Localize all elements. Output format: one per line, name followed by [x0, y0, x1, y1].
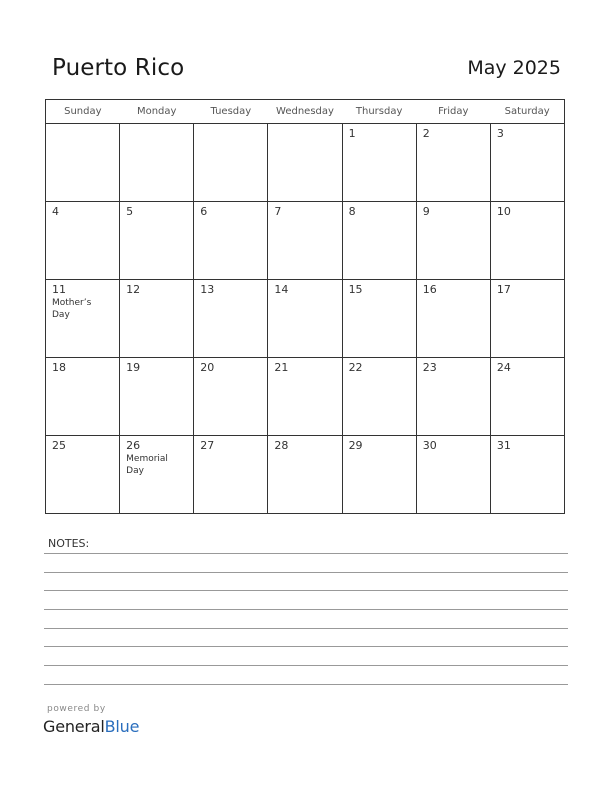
day-cell — [46, 436, 120, 514]
logo-text-blue: Blue — [104, 717, 140, 736]
day-cell — [416, 280, 490, 358]
note-line — [44, 609, 568, 610]
day-cell — [490, 436, 564, 514]
day-cell — [416, 358, 490, 436]
week-row — [46, 202, 565, 280]
day-cell — [120, 280, 194, 358]
day-number: 10 — [496, 205, 511, 218]
note-line — [44, 590, 568, 591]
day-cell — [120, 436, 194, 514]
month-year-label: May 2025 — [467, 57, 561, 79]
generalblue-logo — [43, 717, 139, 736]
day-number: 23 — [422, 361, 437, 374]
day-number: 26 — [126, 439, 141, 452]
holiday-label: Memorial Day — [126, 454, 168, 476]
day-number: 28 — [274, 439, 289, 452]
day-cell — [268, 124, 342, 202]
weekday-header: Wednesday — [268, 100, 342, 124]
note-line — [44, 646, 568, 647]
day-cell — [268, 436, 342, 514]
day-number: 29 — [348, 439, 363, 452]
week-row — [46, 280, 565, 358]
day-cell — [194, 124, 268, 202]
day-number: 5 — [126, 205, 134, 218]
day-cell — [268, 280, 342, 358]
day-number: 18 — [52, 361, 66, 374]
powered-by-label: powered by — [47, 704, 106, 714]
day-number: 6 — [200, 205, 208, 218]
day-cell — [416, 202, 490, 280]
day-cell — [416, 124, 490, 202]
holiday-label: Mother’s Day — [52, 298, 92, 320]
week-row — [46, 124, 565, 202]
day-cell — [268, 202, 342, 280]
week-row — [46, 436, 565, 514]
day-cell — [46, 202, 120, 280]
day-number: 22 — [348, 361, 363, 374]
day-number: 7 — [274, 205, 282, 218]
note-line — [44, 684, 568, 685]
day-cell — [490, 358, 564, 436]
day-cell — [46, 358, 120, 436]
day-number: 4 — [52, 205, 59, 218]
logo-text-general: General — [43, 717, 105, 736]
day-number: 19 — [126, 361, 141, 374]
day-cell — [194, 202, 268, 280]
day-number: 20 — [200, 361, 215, 374]
day-cell — [120, 124, 194, 202]
day-number: 21 — [274, 361, 289, 374]
day-number: 31 — [496, 439, 511, 452]
day-cell — [46, 280, 120, 358]
weekday-header: Tuesday — [194, 100, 268, 124]
day-cell — [490, 202, 564, 280]
weekday-header: Saturday — [490, 100, 564, 124]
calendar-title: Puerto Rico — [52, 55, 185, 81]
day-number: 27 — [200, 439, 215, 452]
day-cell — [342, 202, 416, 280]
month-calendar-grid — [45, 99, 565, 514]
day-cell — [194, 436, 268, 514]
day-number: 2 — [422, 127, 430, 140]
day-cell — [46, 124, 120, 202]
weekday-header-row — [46, 100, 565, 124]
note-line — [44, 572, 568, 573]
day-number: 16 — [422, 283, 437, 296]
day-cell — [120, 202, 194, 280]
day-number: 8 — [348, 205, 356, 218]
note-line — [44, 553, 568, 554]
day-number: 13 — [200, 283, 215, 296]
day-cell — [342, 358, 416, 436]
notes-label: NOTES: — [48, 537, 90, 550]
day-number: 9 — [422, 205, 430, 218]
day-number: 17 — [496, 283, 511, 296]
day-number: 14 — [274, 283, 289, 296]
day-cell — [416, 436, 490, 514]
note-line — [44, 665, 568, 666]
day-cell — [342, 436, 416, 514]
day-number: 30 — [422, 439, 437, 452]
day-cell — [490, 124, 564, 202]
day-cell — [194, 280, 268, 358]
day-cell — [120, 358, 194, 436]
day-cell — [268, 358, 342, 436]
day-cell — [342, 280, 416, 358]
day-cell — [342, 124, 416, 202]
day-number: 12 — [126, 283, 141, 296]
day-number: 11 — [52, 283, 66, 296]
day-cell — [490, 280, 564, 358]
day-number: 15 — [348, 283, 363, 296]
note-line — [44, 628, 568, 629]
day-number: 24 — [496, 361, 511, 374]
week-row — [46, 358, 565, 436]
day-cell — [194, 358, 268, 436]
day-number: 25 — [52, 439, 66, 452]
day-number: 1 — [348, 127, 356, 140]
weekday-header: Monday — [120, 100, 194, 124]
day-number: 3 — [496, 127, 504, 140]
weekday-header: Sunday — [46, 100, 120, 124]
weekday-header: Friday — [416, 100, 490, 124]
weekday-header: Thursday — [342, 100, 416, 124]
